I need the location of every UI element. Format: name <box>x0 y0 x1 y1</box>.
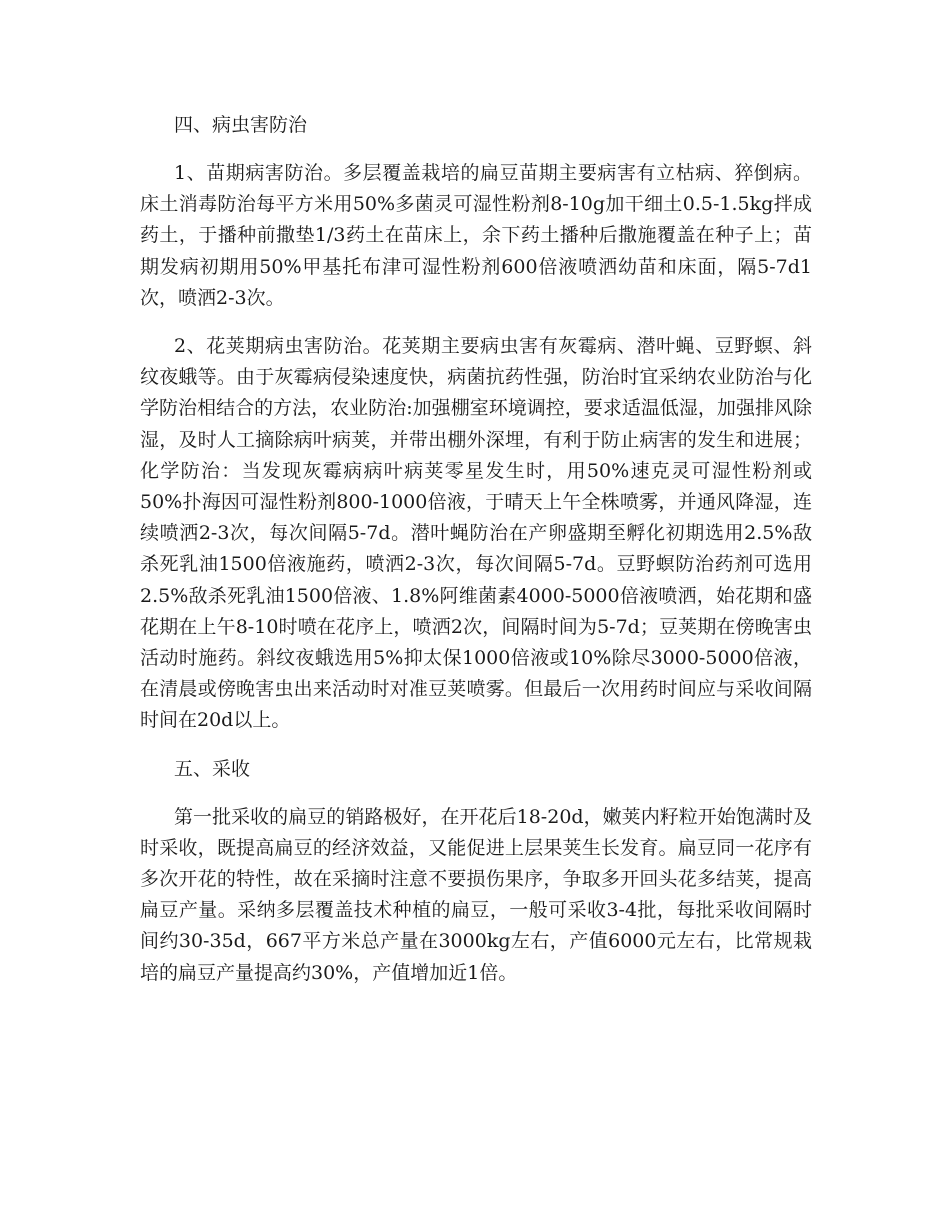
paragraph-seedling-disease: 1、苗期病害防治。多层覆盖栽培的扁豆苗期主要病害有立枯病、猝倒病。床土消毒防治每平方米用50%多菌灵可湿性粉剂8-10g加干细土0.5-1.5kg拌成药土，于播种前撒垫1/3药土在苗床上，余下药土播种后撒施覆盖在种子上；苗期发病初期用50%甲基托布津可湿性粉剂600倍液喷洒幼苗和床面，隔5-7d1次，喷洒2-3次。 <box>140 162 812 309</box>
section-heading-pest-control: 四、病虫害防治 <box>174 114 308 136</box>
paragraph-flowering-pest: 2、花荚期病虫害防治。花荚期主要病虫害有灰霉病、潜叶蝇、豆野螟、斜纹夜蛾等。由于灰霉病侵染速度快，病菌抗药性强，防治时宜采纳农业防治与化学防治相结合的方法，农业防治:加强棚室环境调控，要求适温低湿，加强排风除湿，及时人工摘除病叶病荚，并带出棚外深埋，有利于防止病害的发生和进展；化学防治：当发现灰霉病病叶病荚零星发生时，用50%速克灵可湿性粉剂或50%扑海因可湿性粉剂800-1000倍液，于晴天上午全株喷雾，并通风降湿，连续喷洒2-3次，每次间隔5-7d。潜叶蝇防治在产卵盛期至孵化初期选用2.5%敌杀死乳油1500倍液施药，喷洒2-3次，每次间隔5-7d。豆野螟防治药剂可选用2.5%敌杀死乳油1500倍液、1.8%阿维菌素4000-5000倍液喷洒，始花期和盛花期在上午8-10时喷在花序上，喷洒2次，间隔时间为5-7d；豆荚期在傍晚害虫活动时施药。斜纹夜蛾选用5%抑太保1000倍液或10%除尽3000-5000倍液，在清晨或傍晚害虫出来活动时对准豆荚喷雾。但最后一次用药时间应与采收间隔时间在20d以上。 <box>140 335 812 732</box>
section-heading-harvest: 五、采收 <box>174 757 251 780</box>
document-body <box>140 110 812 1006</box>
paragraph-harvest: 第一批采收的扁豆的销路极好，在开花后18-20d，嫩荚内籽粒开始饱满时及时采收，既提高扁豆的经济效益，又能促进上层果荚生长发育。扁豆同一花序有多次开花的特性，故在采摘时注意不要损伤果序，争取多开回头花多结荚，提高扁豆产量。采纳多层覆盖技术种植的扁豆，一般可采收3-4批，每批采收间隔时间约30-35d，667平方米总产量在3000kg左右，产值6000元左右，比常规栽培的扁豆产量提高约30%，产值增加近1倍。 <box>140 805 812 984</box>
